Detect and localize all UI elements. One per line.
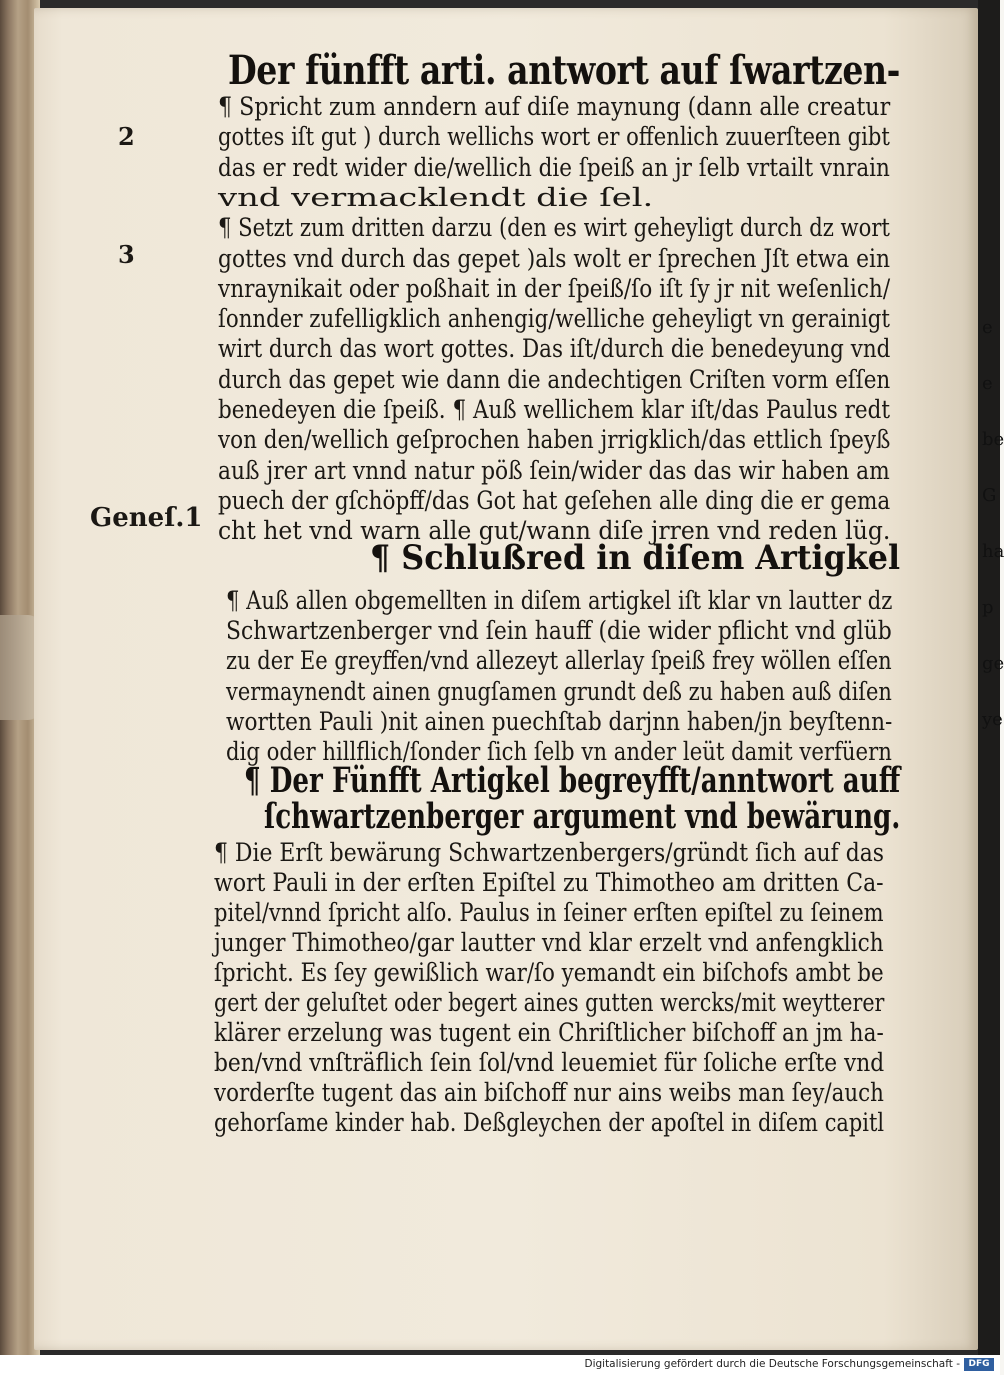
section-1-line: ¶ Setzt zum dritten darzu (den es wirt geheyligt durch dz wort	[218, 213, 890, 243]
section-1-line: das er redt wider die/wellich die ſpeiß an jr ſelb vrtailt vnrain	[218, 152, 890, 182]
section-2-line: ¶ Auß allen obgemellten in diſem artigkel iſt klar vn lautter dz	[226, 586, 893, 615]
section-1-line: ¶ Spricht zum anndern auf diſe maynung (dann alle creatur	[218, 92, 891, 121]
section-1-line: auß jrer art vnnd natur pöß ſein/wider das das wir haben am	[218, 455, 890, 485]
section-1-line: benedeyen die ſpeiß. ¶ Auß wellichem klar iſt/das Paulus redt	[218, 395, 890, 424]
section-1-line: vnd vermacklendt die ſel.	[218, 182, 654, 212]
section-3-line: gehorſame kinder hab. Deßgleychen der apoſtel in diſem capitl	[214, 1108, 885, 1137]
facing-page-glyph: be	[982, 429, 1004, 450]
section-1-line: von den/wellich geſprochen haben jrrigklich/das ettlich ſpeyß	[218, 425, 891, 455]
section-2-heading: ¶ Schlußred in diſem Artigkel	[370, 538, 901, 578]
running-header: Der fünfft arti. antwort auf ſwartzen-	[228, 47, 900, 94]
dfg-logo: DFG	[964, 1358, 994, 1371]
section-1-line: ſonnder zufelligklich anhengig/welliche geheyligt vn gerainigt	[218, 304, 890, 334]
section-3-heading-line-1: ¶ Der Fünfft Artigkel begreyfft/anntwort auff	[244, 760, 901, 801]
facing-page-glyph: e	[982, 317, 993, 338]
facing-page-glyph: e	[982, 373, 993, 394]
section-3-line: ben/vnd vnſträflich ſein ſol/vnd leuemiet für ſoliche erſte vnd	[214, 1048, 885, 1077]
section-1-line: vnraynikait oder poßhait in der ſpeiß/ſo iſt ſy jr nit weſenlich/	[218, 273, 891, 303]
facing-page-glyphs	[982, 300, 1004, 748]
footer-credit: Digitalisierung gefördert durch die Deutsche Forschungsgemeinschaft -	[584, 1358, 960, 1370]
section-1-line: puech der gſchöpff/das Got hat geſehen alle ding die er gema	[218, 485, 891, 515]
section-3-heading-line-2: ſchwartzenberger argument vnd bewärung.	[264, 796, 901, 837]
section-1-line: cht het vnd warn alle gut/wann diſe jrren vnd reden lüg.	[218, 516, 891, 546]
section-1-line: wirt durch das wort gottes. Das iſt/durch die benedeyung vnd	[218, 334, 891, 364]
facing-page-glyph: ha	[982, 541, 1004, 562]
facing-page-glyph: p	[982, 597, 994, 618]
section-2-line: dig oder hillflich/ſonder ſich ſelb vn ander leüt damit verfüern	[226, 737, 892, 766]
margin-reference-genesis: Geneſ.1	[90, 503, 203, 533]
margin-number-3: 3	[118, 240, 135, 269]
section-3-line: ¶ Die Erſt bewärung Schwartzenbergers/gründt ſich auf das	[214, 838, 885, 867]
section-3-line: junger Thimotheo/gar lautter vnd klar erzelt vnd anfengklich	[214, 928, 884, 957]
section-2-line: vermaynendt ainen gnugſamen grundt deß zu haben auß diſen	[226, 676, 892, 706]
margin-number-2: 2	[118, 122, 135, 151]
section-3-line: vorderſte tugent das ain biſchoff nur ains weibs man ſey/auch	[214, 1078, 884, 1107]
section-1-line: gottes iſt gut ) durch wellichs wort er offenlich zuuerſteen gibt	[218, 122, 890, 152]
facing-page-glyph: ge	[982, 653, 1004, 674]
section-2-line: zu der Ee greyffen/vnd allezeyt allerlay ſpeiß frey wöllen eſſen	[226, 646, 892, 676]
section-3-line: wort Pauli in der erſten Epiſtel zu Thimotheo am dritten Ca-	[214, 868, 884, 897]
facing-page-glyph: ye	[982, 709, 1003, 730]
digitization-footer	[0, 1355, 1000, 1375]
facing-page-strip	[978, 0, 1004, 1355]
section-1-line: durch das gepet wie dann die andechtigen Criſten vorm eſſen	[218, 364, 891, 394]
section-2-line: wortten Pauli )nit ainen puechſtab darjnn haben/jn beyſtenn-	[226, 706, 893, 736]
facing-page-glyph: G	[982, 485, 997, 506]
section-1-line: gottes vnd durch das gepet )als wolt er ſprechen Jſt etwa ein	[218, 243, 891, 273]
section-3-line: ſpricht. Es ſey gewißlich war/ſo yemandt ein biſchofs ambt be	[214, 958, 884, 987]
section-2-line: Schwartzenberger vnd ſein hauff (die wider pflicht vnd glüb	[226, 616, 892, 646]
section-3-line: gert der geluſtet oder begert aines gutten wercks/mit weytterer	[214, 988, 885, 1017]
section-3-line: klärer erzelung was tugent ein Chriſtlicher biſchoff an jm ha-	[214, 1018, 884, 1047]
section-3-line: pitel/vnnd ſpricht alſo. Paulus in ſeiner erſten epiſtel zu ſeinem	[214, 898, 884, 927]
